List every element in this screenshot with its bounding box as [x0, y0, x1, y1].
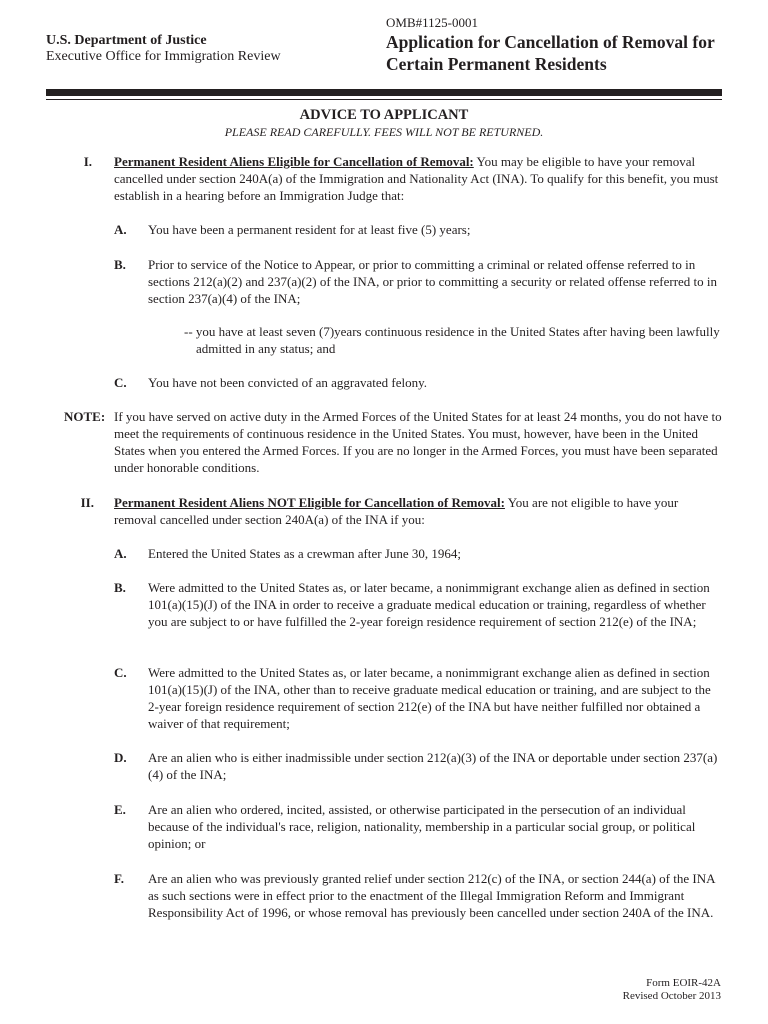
section-1-item-b-sub: -- you have at least seven (7)years continuous residence in the United States after having been lawfully admitted in any status; and — [184, 324, 720, 356]
section-2-item-b-label: B. — [114, 580, 126, 595]
section-2-item-c-text: Were admitted to the United States as, or later became, a nonimmigrant exchange alien as defined in section 101(a)(15)(J) of the INA, other than to receive graduate medical education or training, and are subject to the 2-year foreign residence requirement of section 212(e) of the INA but have neither fulfilled nor obtained a waiver of that requirement; — [148, 665, 711, 731]
section-2-item-a-text: Entered the United States as a crewman after June 30, 1964; — [148, 546, 461, 561]
advice-title: ADVICE TO APPLICANT — [299, 107, 469, 123]
header-rule-thin — [46, 99, 722, 100]
section-2-item-f-label: F. — [114, 871, 124, 886]
form-title: Application for Cancellation of Removal for Certain Permanent Residents — [386, 32, 715, 74]
footer-form-number: Form EOIR-42A — [646, 977, 721, 989]
section-2-item-e-label: E. — [114, 802, 126, 817]
section-1-item-c-text: You have not been convicted of an aggravated felony. — [148, 375, 428, 390]
section-2-item-c-label: C. — [114, 665, 127, 680]
section-2-paragraph — [114, 494, 722, 528]
section-1-item-b-label: B. — [114, 257, 126, 272]
section-2-heading: Permanent Resident Aliens NOT Eligible for Cancellation of Removal: — [114, 495, 505, 510]
agency-name: U.S. Department of Justice — [46, 33, 207, 48]
section-2-item-d-label: D. — [114, 750, 127, 765]
section-2-item-e-text: Are an alien who ordered, incited, assisted, or otherwise participated in the persecution of an individual because of the individual's race, religion, nationality, membership in a particular social group, or political opinion; or — [148, 802, 696, 851]
section-1-item-c-label: C. — [114, 375, 127, 390]
section-2-item-b-text: Were admitted to the United States as, or later became, a nonimmigrant exchange alien as defined in section 101(a)(15)(J) of the INA in order to receive a graduate medical education or training, regardless of whether you are subject to or have fulfilled the 2-year foreign residence requirement of section 212(e) of the INA; — [148, 580, 710, 629]
note-text: If you have served on active duty in the Armed Forces of the United States for at least 24 months, you do not have to meet the requirements of continuous residence in the United States. You must, however, have been in the United States when you entered the Armed Forces. If you are no longer in the Armed Forces, you must have been separated under honorable conditions. — [114, 409, 722, 475]
omb-number: OMB#1125-0001 — [386, 15, 478, 30]
section-1-paragraph — [114, 153, 722, 204]
section-2-numeral: II. — [80, 495, 94, 510]
section-2-item-f-text: Are an alien who was previously granted relief under section 212(c) of the INA, or section 244(a) of the INA as such sections were in effect prior to the enactment of the Illegal Immigration Reform and Immigrant Responsibility Act of 1996, or whose removal has previously been cancelled under section 240A of the INA. — [148, 871, 715, 920]
section-2-item-a-label: A. — [114, 546, 127, 561]
section-1-intro: You may be eligible to have your removal cancelled under section 240A(a) of the Immigration and Nationality Act (INA). To qualify for this benefit, you must establish in a hearing before an Immigration Judge that: — [114, 154, 719, 203]
office-name: Executive Office for Immigration Review — [46, 49, 281, 64]
note-label: NOTE: — [64, 409, 106, 424]
section-1-item-a-label: A. — [114, 222, 127, 237]
header-rule-thick — [46, 89, 722, 96]
section-1-item-b-text: Prior to service of the Notice to Appear, or prior to committing a criminal or related offense referred to in sections 212(a)(2) and 237(a)(2) of the INA, or prior to committing a security or related offense referred to in section 237(a)(4) of the INA; — [148, 257, 718, 306]
advice-subtitle: PLEASE READ CAREFULLY. FEES WILL NOT BE RETURNED. — [224, 125, 544, 139]
section-2-intro: You are not eligible to have your removal cancelled under section 240A(a) of the INA if you: — [114, 495, 679, 527]
footer-revision: Revised October 2013 — [622, 990, 721, 1002]
section-1-numeral: I. — [83, 154, 92, 169]
section-1-heading: Permanent Resident Aliens Eligible for Cancellation of Removal: — [114, 154, 474, 169]
section-2-item-d-text: Are an alien who is either inadmissible under section 212(a)(3) of the INA or deportable under section 237(a)(4) of the INA; — [148, 750, 718, 782]
section-1-item-a-text: You have been a permanent resident for at least five (5) years; — [148, 222, 471, 237]
